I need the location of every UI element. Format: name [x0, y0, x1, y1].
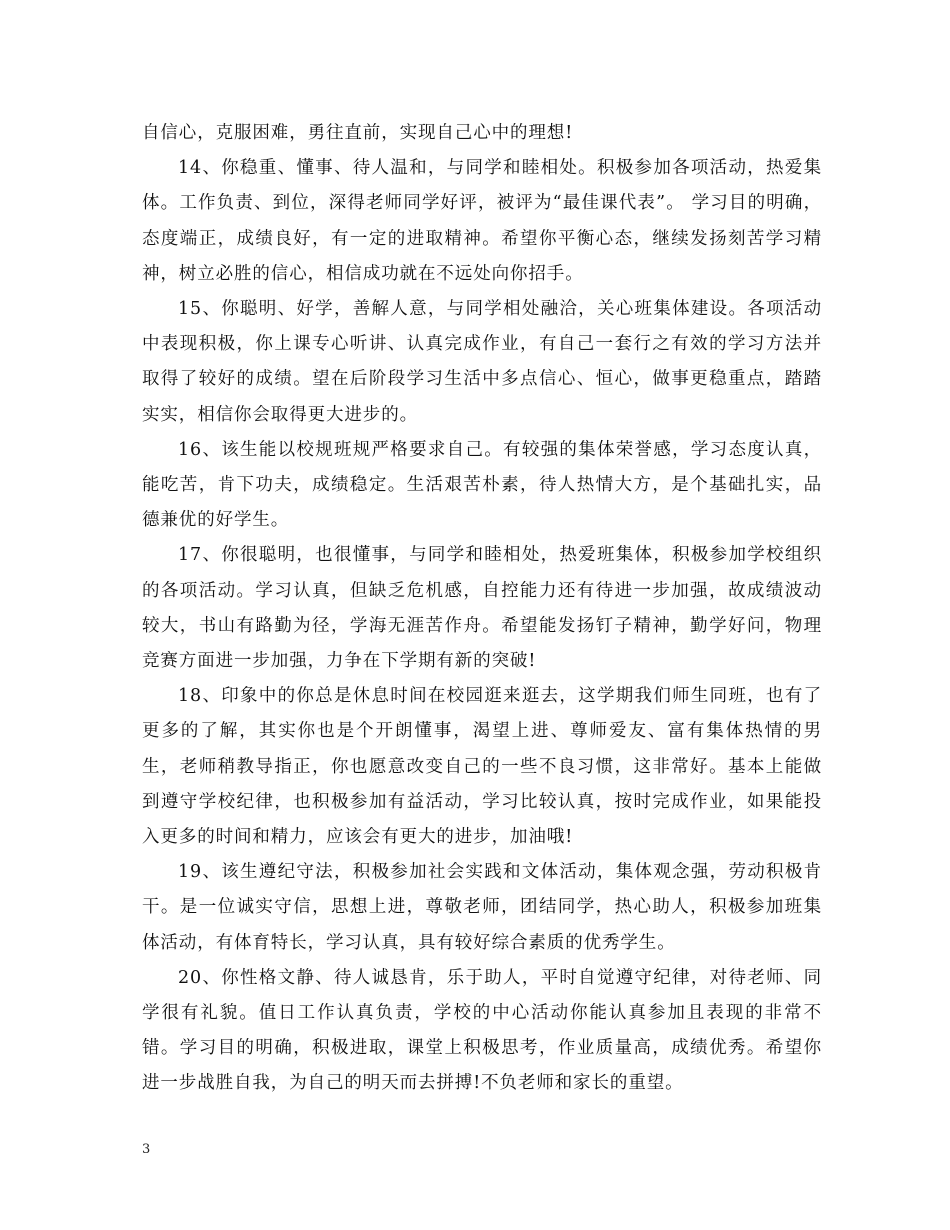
- paragraph-comment-15: 15、你聪明、好学，善解人意，与同学相处融洽，关心班集体建设。各项活动中表现积极，你上课专心听讲、认真完成作业，有自己一套行之有效的学习方法并取得了较好的成绩。望在后阶段学习生活中多点信心、恒心，做事更稳重点，踏踏实实，相信你会取得更大进步的。: [142, 299, 822, 425]
- paragraph-comment-16: 16、该生能以校规班规严格要求自己。有较强的集体荣誉感，学习态度认真，能吃苦，肯下功夫，成绩稳定。生活艰苦朴素，待人热情大方，是个基础扎实，品德兼优的好学生。: [142, 439, 822, 531]
- paragraph-comment-17: 17、你很聪明，也很懂事，与同学和睦相处，热爱班集体，积极参加学校组织的各项活动。学习认真，但缺乏危机感，自控能力还有待进一步加强，故成绩波动较大，书山有路勤为径，学海无涯苦作舟。希望能发扬钉子精神，勤学好问，物理竞赛方面进一步加强，力争在下学期有新的突破!: [142, 545, 822, 672]
- document-body: [142, 116, 822, 1102]
- paragraph-continuation: 自信心，克服困难，勇往直前，实现自己心中的理想!: [142, 123, 574, 143]
- paragraph-comment-18: 18、印象中的你总是休息时间在校园逛来逛去，这学期我们师生同班，也有了更多的了解，其实你也是个开朗懂事，渴望上进、尊师爱友、富有集体热情的男生，老师稍教导指正，你也愿意改变自己的一些不良习惯，这非常好。基本上能做到遵守学校纪律，也积极参加有益活动，学习比较认真，按时完成作业，如果能投入更多的时间和精力，应该会有更大的进步，加油哦!: [142, 686, 822, 848]
- paragraph-comment-19: 19、该生遵纪守法，积极参加社会实践和文体活动，集体观念强，劳动积极肯干。是一位诚实守信，思想上进，尊敬老师，团结同学，热心助人，积极参加班集体活动，有体育特长，学习认真，具有较好综合素质的优秀学生。: [142, 862, 822, 953]
- paragraph-comment-20: 20、你性格文静、待人诚恳肯，乐于助人，平时自觉遵守纪律，对待老师、同学很有礼貌。值日工作认真负责，学校的中心活动你能认真参加且表现的非常不错。学习目的明确，积极进取，课堂上积极思考，作业质量高，成绩优秀。希望你进一步战胜自我，为自己的明天而去拼搏!不负老师和家长的重望。: [142, 967, 822, 1094]
- page-number: 3: [142, 1142, 151, 1157]
- paragraph-comment-14: 14、你稳重、懂事、待人温和，与同学和睦相处。积极参加各项活动，热爱集体。工作负责、到位，深得老师同学好评，被评为“最佳课代表”。 学习目的明确，态度端正，成绩良好，有一定的进取精神。希望你平衡心态，继续发扬刻苦学习精神，树立必胜的信心，相信成功就在不远处向你招手。: [142, 158, 822, 284]
